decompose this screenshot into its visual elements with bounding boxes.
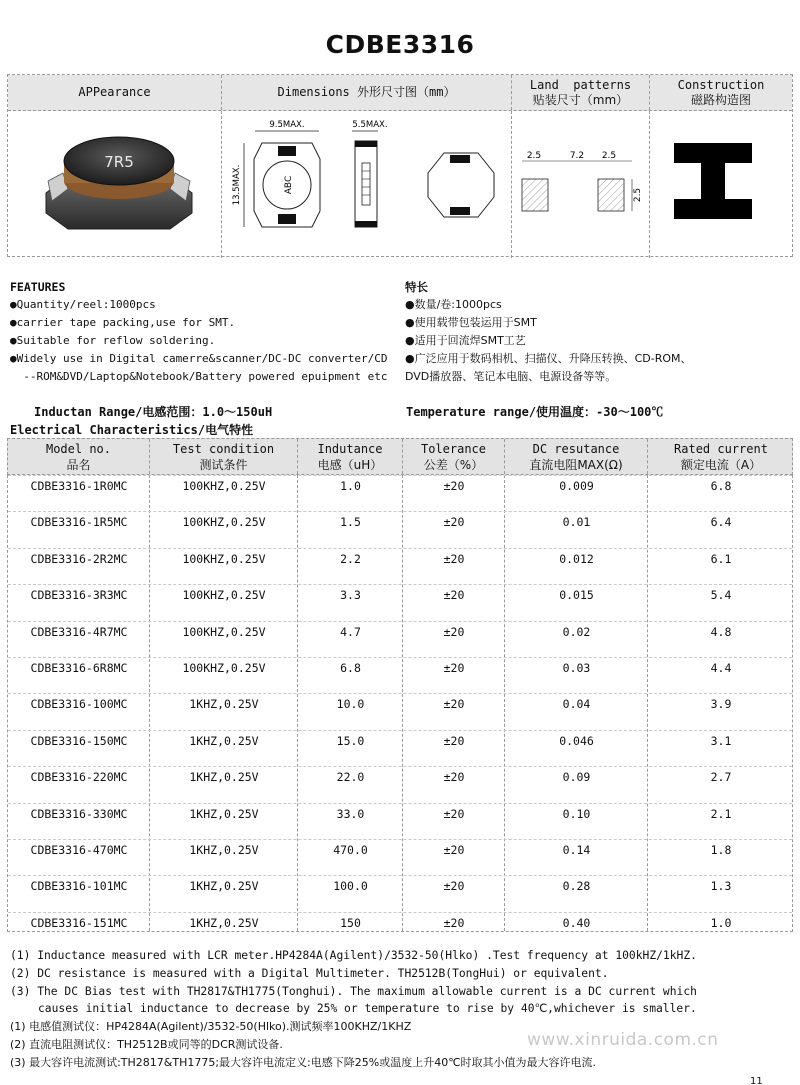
table-cell: ±20 bbox=[443, 588, 465, 603]
col-header-current bbox=[648, 439, 794, 474]
table-cell: 0.40 bbox=[562, 915, 591, 930]
table-row bbox=[8, 511, 792, 547]
table-cell: 1KHZ,0.25V bbox=[189, 915, 259, 930]
table-cell: CDBE3316-1R5MC bbox=[30, 515, 128, 530]
page-title: CDBE3316 bbox=[325, 30, 475, 59]
table-cell: 2.7 bbox=[710, 770, 732, 785]
header-en: Tolerance bbox=[420, 441, 487, 456]
appearance-cell bbox=[8, 111, 222, 258]
note-2: (2) DC resistance is measured with a Digital Multimeter. TH2512B(TongHui) or equivalent. bbox=[10, 966, 609, 980]
depth-dimension: 5.5MAX. bbox=[351, 120, 388, 130]
features-title: FEATURES bbox=[10, 280, 66, 294]
table-cell: 10.0 bbox=[336, 697, 365, 712]
table-cell: CDBE3316-330MC bbox=[30, 806, 128, 821]
col-header-dcr bbox=[505, 439, 648, 474]
table-cell: ±20 bbox=[443, 697, 465, 712]
table-cell: CDBE3316-6R8MC bbox=[30, 661, 128, 675]
header-en: DC resutance bbox=[532, 441, 620, 456]
table-cell: 15.0 bbox=[336, 733, 365, 748]
col-header-model bbox=[8, 439, 150, 474]
table-cell: 1.8 bbox=[710, 843, 732, 857]
header-cn: 品名 bbox=[66, 457, 91, 472]
page-number: 11 bbox=[750, 1076, 763, 1085]
table-cell: 1KHZ,0.25V bbox=[189, 879, 259, 894]
table-cell: 0.012 bbox=[559, 551, 594, 566]
table-cell: CDBE3316-100MC bbox=[30, 697, 128, 712]
land-dim-d: 2.5 bbox=[632, 187, 643, 203]
table-cell: 100KHZ,0.25V bbox=[182, 479, 266, 493]
table-cell: 100KHZ,0.25V bbox=[182, 588, 266, 603]
col-header-tolerance bbox=[403, 439, 505, 474]
table-row bbox=[8, 657, 792, 693]
table-cell: 6.1 bbox=[710, 551, 732, 566]
dimension-drawing bbox=[222, 111, 512, 258]
table-cell: 1KHZ,0.25V bbox=[189, 770, 259, 785]
electrical-table bbox=[7, 438, 793, 932]
table-cell: 4.7 bbox=[340, 624, 361, 639]
marking-abc: ABC bbox=[283, 175, 294, 195]
header-row bbox=[8, 75, 792, 111]
table-cell: 100KHZ,0.25V bbox=[182, 515, 266, 530]
appearance-label: APPearance bbox=[78, 85, 151, 99]
table-cell: 0.046 bbox=[559, 733, 594, 748]
table-cell: 1.5 bbox=[340, 515, 361, 530]
header-construction bbox=[650, 75, 792, 110]
feature-item: ●carrier tape packing,use for SMT. bbox=[10, 316, 236, 329]
table-cell: 2.2 bbox=[340, 551, 361, 566]
table-cell: CDBE3316-150MC bbox=[30, 733, 128, 748]
table-cell: CDBE3316-220MC bbox=[30, 770, 128, 785]
land-dim-c: 2.5 bbox=[601, 151, 616, 161]
notes bbox=[10, 947, 795, 1072]
table-cell: 4.4 bbox=[710, 661, 732, 675]
table-row bbox=[8, 730, 792, 766]
table-cell: 100KHZ,0.25V bbox=[182, 551, 266, 566]
feature-cn-item: ●使用载带包装运用于SMT bbox=[405, 316, 537, 329]
header-cn: 公差（%） bbox=[423, 457, 484, 472]
table-cell: 3.3 bbox=[340, 588, 361, 603]
table-row bbox=[8, 693, 792, 729]
header-appearance bbox=[8, 75, 222, 110]
table-row bbox=[8, 839, 792, 875]
feature-item: ●Quantity/reel:1000pcs bbox=[10, 298, 156, 311]
table-cell: 6.8 bbox=[340, 661, 361, 675]
table-cell: ±20 bbox=[443, 661, 465, 675]
table-cell: CDBE3316-2R2MC bbox=[30, 551, 128, 566]
table-cell: 1KHZ,0.25V bbox=[189, 697, 259, 712]
table-row bbox=[8, 548, 792, 584]
construction-drawing bbox=[650, 111, 792, 258]
table-cell: 0.02 bbox=[562, 624, 591, 639]
land-dim-a: 2.5 bbox=[526, 151, 541, 161]
header-en: Rated current bbox=[674, 441, 768, 456]
table-cell: CDBE3316-151MC bbox=[30, 915, 128, 930]
table-cell: 22.0 bbox=[336, 770, 365, 785]
features-cn-title: 特长 bbox=[405, 280, 428, 294]
table-cell: ±20 bbox=[443, 770, 465, 785]
table-cell: ±20 bbox=[443, 806, 465, 821]
col-header-test bbox=[150, 439, 298, 474]
note-cn-3: (3) 最大容许电流测试:TH2817&TH1775;最大容许电流定义:电感下降25%或温度上升40℃时取其小值为最大容许电流. bbox=[10, 1055, 597, 1069]
feature-cn-item: ●广泛应用于数码相机、扫描仪、升降压转换、CD-ROM、 bbox=[405, 352, 692, 365]
table-cell: ±20 bbox=[443, 515, 465, 530]
table-row bbox=[8, 803, 792, 839]
header-en: Indutance bbox=[317, 441, 383, 456]
table-cell: 4.8 bbox=[710, 624, 732, 639]
dimensions-cell bbox=[222, 111, 512, 258]
table-cell: CDBE3316-3R3MC bbox=[30, 588, 128, 603]
table-cell: 1KHZ,0.25V bbox=[189, 806, 259, 821]
table-cell: 0.14 bbox=[562, 843, 591, 857]
table-row bbox=[8, 875, 792, 911]
table-cell: 470.0 bbox=[333, 843, 368, 857]
table-cell: 33.0 bbox=[336, 806, 365, 821]
table-cell: 2.1 bbox=[710, 806, 732, 821]
height-dimension: 13.5MAX. bbox=[231, 164, 242, 206]
drawings-row bbox=[8, 111, 792, 258]
land-dim-b: 7.2 bbox=[569, 151, 584, 161]
features-en bbox=[10, 278, 400, 386]
land-pattern-cell bbox=[512, 111, 650, 258]
table-cell: CDBE3316-4R7MC bbox=[30, 624, 128, 639]
header-cn: 额定电流（A） bbox=[680, 457, 762, 472]
table-cell: 6.4 bbox=[710, 515, 732, 530]
features-cn bbox=[405, 278, 795, 386]
feature-cn-item: ●适用于回流焊SMT工艺 bbox=[405, 334, 526, 347]
inductance-range: Inductan Range/电感范围：1.0～150uH bbox=[34, 405, 273, 419]
temperature-range: Temperature range/使用温度：-30～100℃ bbox=[406, 405, 664, 419]
table-cell: 1.0 bbox=[710, 915, 732, 930]
table-body bbox=[7, 475, 793, 932]
watermark: www.xinruida.com.cn bbox=[527, 1030, 719, 1050]
table-cell: CDBE3316-101MC bbox=[30, 879, 128, 894]
table-cell: ±20 bbox=[443, 624, 465, 639]
table-cell: 3.9 bbox=[710, 697, 732, 712]
table-cell: ±20 bbox=[443, 551, 465, 566]
construction-label: Construction bbox=[677, 77, 765, 92]
table-cell: 100.0 bbox=[333, 879, 368, 894]
table-cell: ±20 bbox=[443, 733, 465, 748]
header-cn: 测试条件 bbox=[199, 457, 248, 472]
note-1: (1) Inductance measured with LCR meter.HP4284A(Agilent)/3532-50(Hlko) .Test frequency at 100kHZ/1kHZ. bbox=[10, 949, 697, 962]
table-cell: ±20 bbox=[443, 879, 465, 894]
header-en: Test condition bbox=[172, 441, 275, 456]
land-patterns-label: Land patterns bbox=[529, 77, 632, 92]
table-cell: 3.1 bbox=[710, 733, 732, 748]
feature-item: ●Widely use in Digital camerre&scanner/DC-DC converter/CD bbox=[10, 352, 388, 365]
table-cell: 0.015 bbox=[559, 588, 594, 603]
table-cell: 0.09 bbox=[562, 770, 591, 785]
header-en: Model no. bbox=[45, 441, 112, 456]
electrical-title: Electrical Characteristics/电气特性 bbox=[10, 423, 254, 437]
table-cell: 100KHZ,0.25V bbox=[182, 661, 266, 675]
land-pattern-drawing bbox=[512, 111, 650, 258]
construction-cn-label: 磁路构造图 bbox=[690, 92, 751, 107]
note-3: (3) The DC Bias test with TH2817&TH1775(Tonghui). The maximum allowable current is a DC current which bbox=[10, 984, 697, 998]
table-cell: CDBE3316-1R0MC bbox=[30, 479, 128, 493]
table-cell: ±20 bbox=[443, 915, 465, 930]
table-cell: 0.01 bbox=[562, 515, 591, 530]
table-row bbox=[8, 912, 792, 948]
spec-header-table bbox=[7, 74, 793, 257]
land-patterns-cn-label: 贴装尺寸（mm） bbox=[532, 92, 629, 107]
table-cell: 1.3 bbox=[710, 879, 732, 894]
table-cell: ±20 bbox=[443, 479, 465, 493]
table-cell: CDBE3316-470MC bbox=[30, 843, 128, 857]
table-cell: 1.0 bbox=[340, 479, 361, 493]
table-cell: 0.28 bbox=[562, 879, 591, 894]
note-3-cont: causes initial inductance to decrease by 25% or temperature to rise by 40℃,whichever is smaller. bbox=[38, 1002, 697, 1016]
table-row bbox=[8, 475, 792, 511]
width-dimension: 9.5MAX. bbox=[268, 120, 305, 130]
table-cell: ±20 bbox=[443, 843, 465, 857]
table-cell: 0.04 bbox=[562, 697, 591, 712]
table-cell: 5.4 bbox=[710, 588, 732, 603]
construction-cell bbox=[650, 111, 792, 258]
note-cn-2: (2) 直流电阻测试仪：TH2512B或同等的DCR测试设备. bbox=[10, 1037, 283, 1051]
table-cell: 0.009 bbox=[559, 479, 594, 493]
inductor-marking: 7R5 bbox=[103, 153, 134, 171]
table-row bbox=[8, 584, 792, 620]
table-row bbox=[8, 766, 792, 802]
table-cell: 1KHZ,0.25V bbox=[189, 843, 259, 857]
feature-cn-item: DVD播放器、笔记本电脑、电源设备等等。 bbox=[405, 370, 617, 383]
table-cell: 0.10 bbox=[562, 806, 591, 821]
inductor-photo bbox=[8, 111, 222, 258]
table-header bbox=[7, 438, 793, 475]
dimensions-label: Dimensions 外形尺寸图（mm） bbox=[277, 85, 456, 99]
feature-cn-item: ●数量/卷:1000pcs bbox=[405, 298, 502, 311]
feature-item: --ROM&DVD/Laptop&Notebook/Battery powered epuipment etc bbox=[10, 370, 388, 383]
table-cell: 1KHZ,0.25V bbox=[189, 733, 259, 748]
header-cn: 直流电阻MAX(Ω) bbox=[529, 457, 623, 472]
header-land-patterns bbox=[512, 75, 650, 110]
table-cell: 6.8 bbox=[710, 479, 732, 493]
note-cn-1: (1) 电感值测试仪：HP4284A(Agilent)/3532-50(Hlko).测试频率100KHZ/1KHZ bbox=[10, 1020, 412, 1034]
header-dimensions bbox=[222, 75, 512, 110]
feature-item: ●Suitable for reflow soldering. bbox=[10, 334, 216, 347]
table-cell: 100KHZ,0.25V bbox=[182, 624, 266, 639]
table-cell: 0.03 bbox=[562, 661, 591, 675]
header-cn: 电感（uH） bbox=[317, 457, 383, 472]
table-cell: 150 bbox=[340, 915, 361, 930]
table-row bbox=[8, 621, 792, 657]
col-header-inductance bbox=[298, 439, 403, 474]
